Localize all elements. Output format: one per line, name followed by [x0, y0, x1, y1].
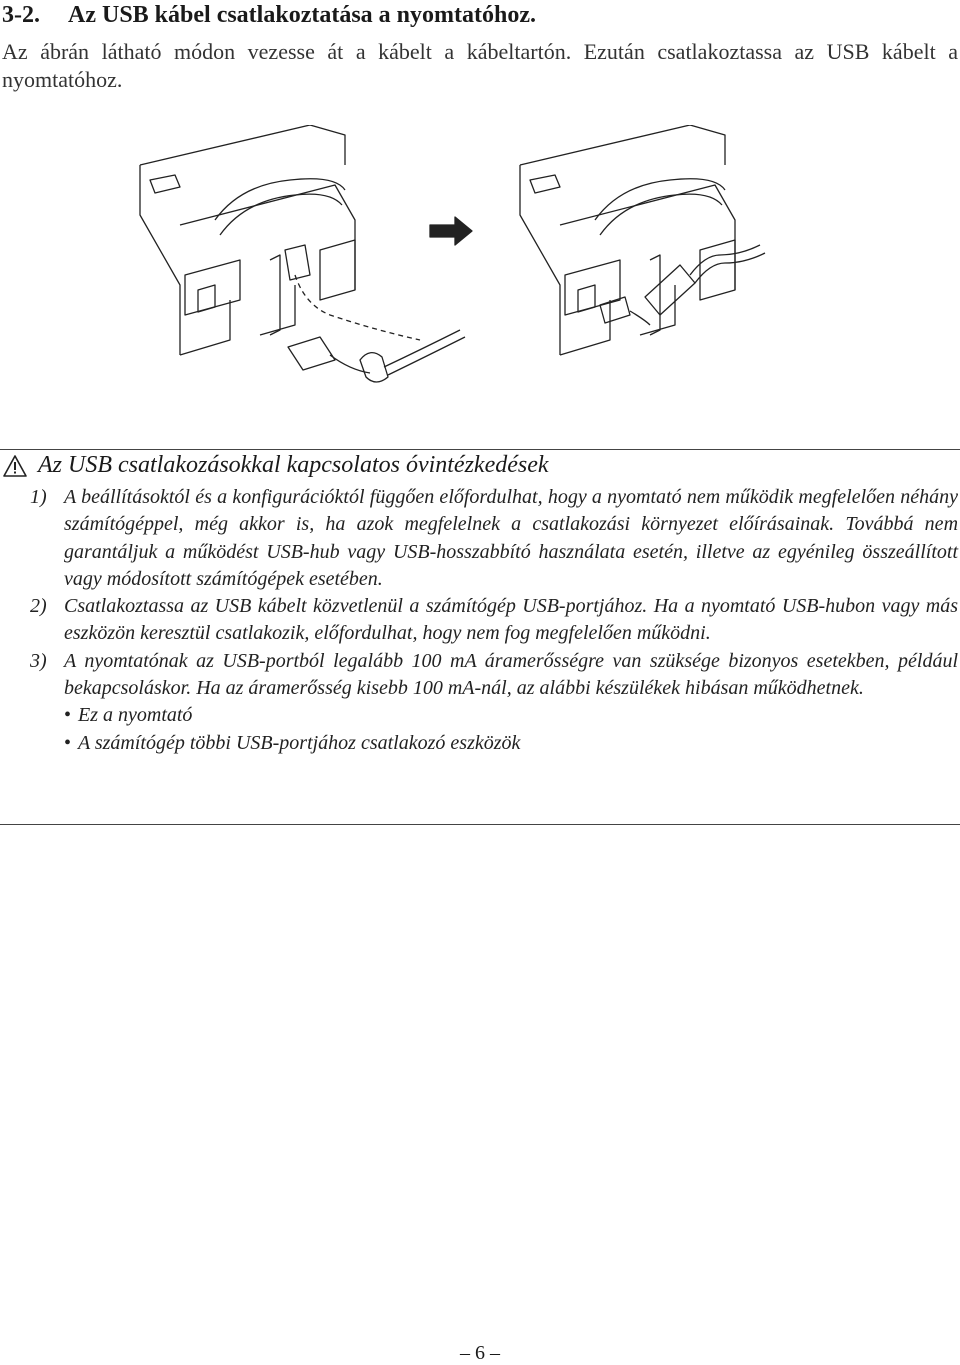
caution-list [30, 484, 958, 757]
bullet-icon: • [64, 731, 72, 754]
section-number: 3-2. [2, 2, 40, 28]
bullet-text: A számítógép többi USB-portjához csatlakozó eszközök [78, 731, 521, 754]
right-arrow-icon [430, 217, 472, 245]
bullet-item [30, 730, 958, 757]
usb-cable-illustration [120, 125, 790, 395]
bullet-item [30, 702, 958, 729]
item-text-part: A beállításoktól és a konfigurációktól függően előfordulhat, hogy a nyomtató nem működik megfelelően néhány számítógéppel, még akkor is, ha azok megfelelnek a csatlakozási környezet előírásainak. [64, 486, 958, 536]
list-item [30, 648, 958, 703]
list-item [30, 593, 958, 648]
bullet-text: Ez a nyomtató [78, 704, 193, 727]
intro-paragraph: Az ábrán látható módon vezesse át a kábelt a kábeltartón. Ezután csatlakoztassa az USB kábelt a nyomtatóhoz. [2, 39, 958, 92]
warning-triangle-icon [2, 454, 28, 478]
printer-before-diagram [140, 125, 465, 382]
caution-bottom-rule [0, 824, 960, 825]
bullet-icon: • [64, 704, 72, 727]
list-item [30, 484, 958, 593]
item-text: A nyomtatónak az USB-portból legalább 100 mA áramerősségre van szüksége bizonyos esetekben, például bekapcsoláskor. Ha az áramerősség kisebb 100 mA-nál, az alábbi készülékek hibásan működhetnek. [64, 649, 958, 700]
item-number: 2) [30, 595, 47, 618]
caution-title: Az USB csatlakozásokkal kapcsolatos óvintézkedések [38, 452, 549, 478]
item-number: 3) [30, 649, 47, 672]
caution-top-rule [0, 449, 960, 450]
section-title: Az USB kábel csatlakoztatása a nyomtatóhoz. [68, 2, 536, 28]
item-text-part: Továbbá nem garantáljuk a működést USB-hub vagy USB-hosszabbító használata esetén, illetve az egyénileg összeállított vagy módosított számítógépek esetében. [64, 513, 959, 590]
item-number: 1) [30, 486, 47, 508]
item-text [64, 484, 958, 593]
caution-heading [2, 452, 549, 479]
page-number: – 6 – [460, 1342, 500, 1364]
printer-after-diagram [520, 125, 765, 355]
section-heading [2, 2, 536, 29]
item-text: Csatlakoztassa az USB kábelt közvetlenül a számítógép USB-portjához. Ha a nyomtató USB-hubon vagy más eszközön keresztül csatlakozik, előfordulhat, hogy nem fog megfelelően működni. [64, 595, 958, 645]
